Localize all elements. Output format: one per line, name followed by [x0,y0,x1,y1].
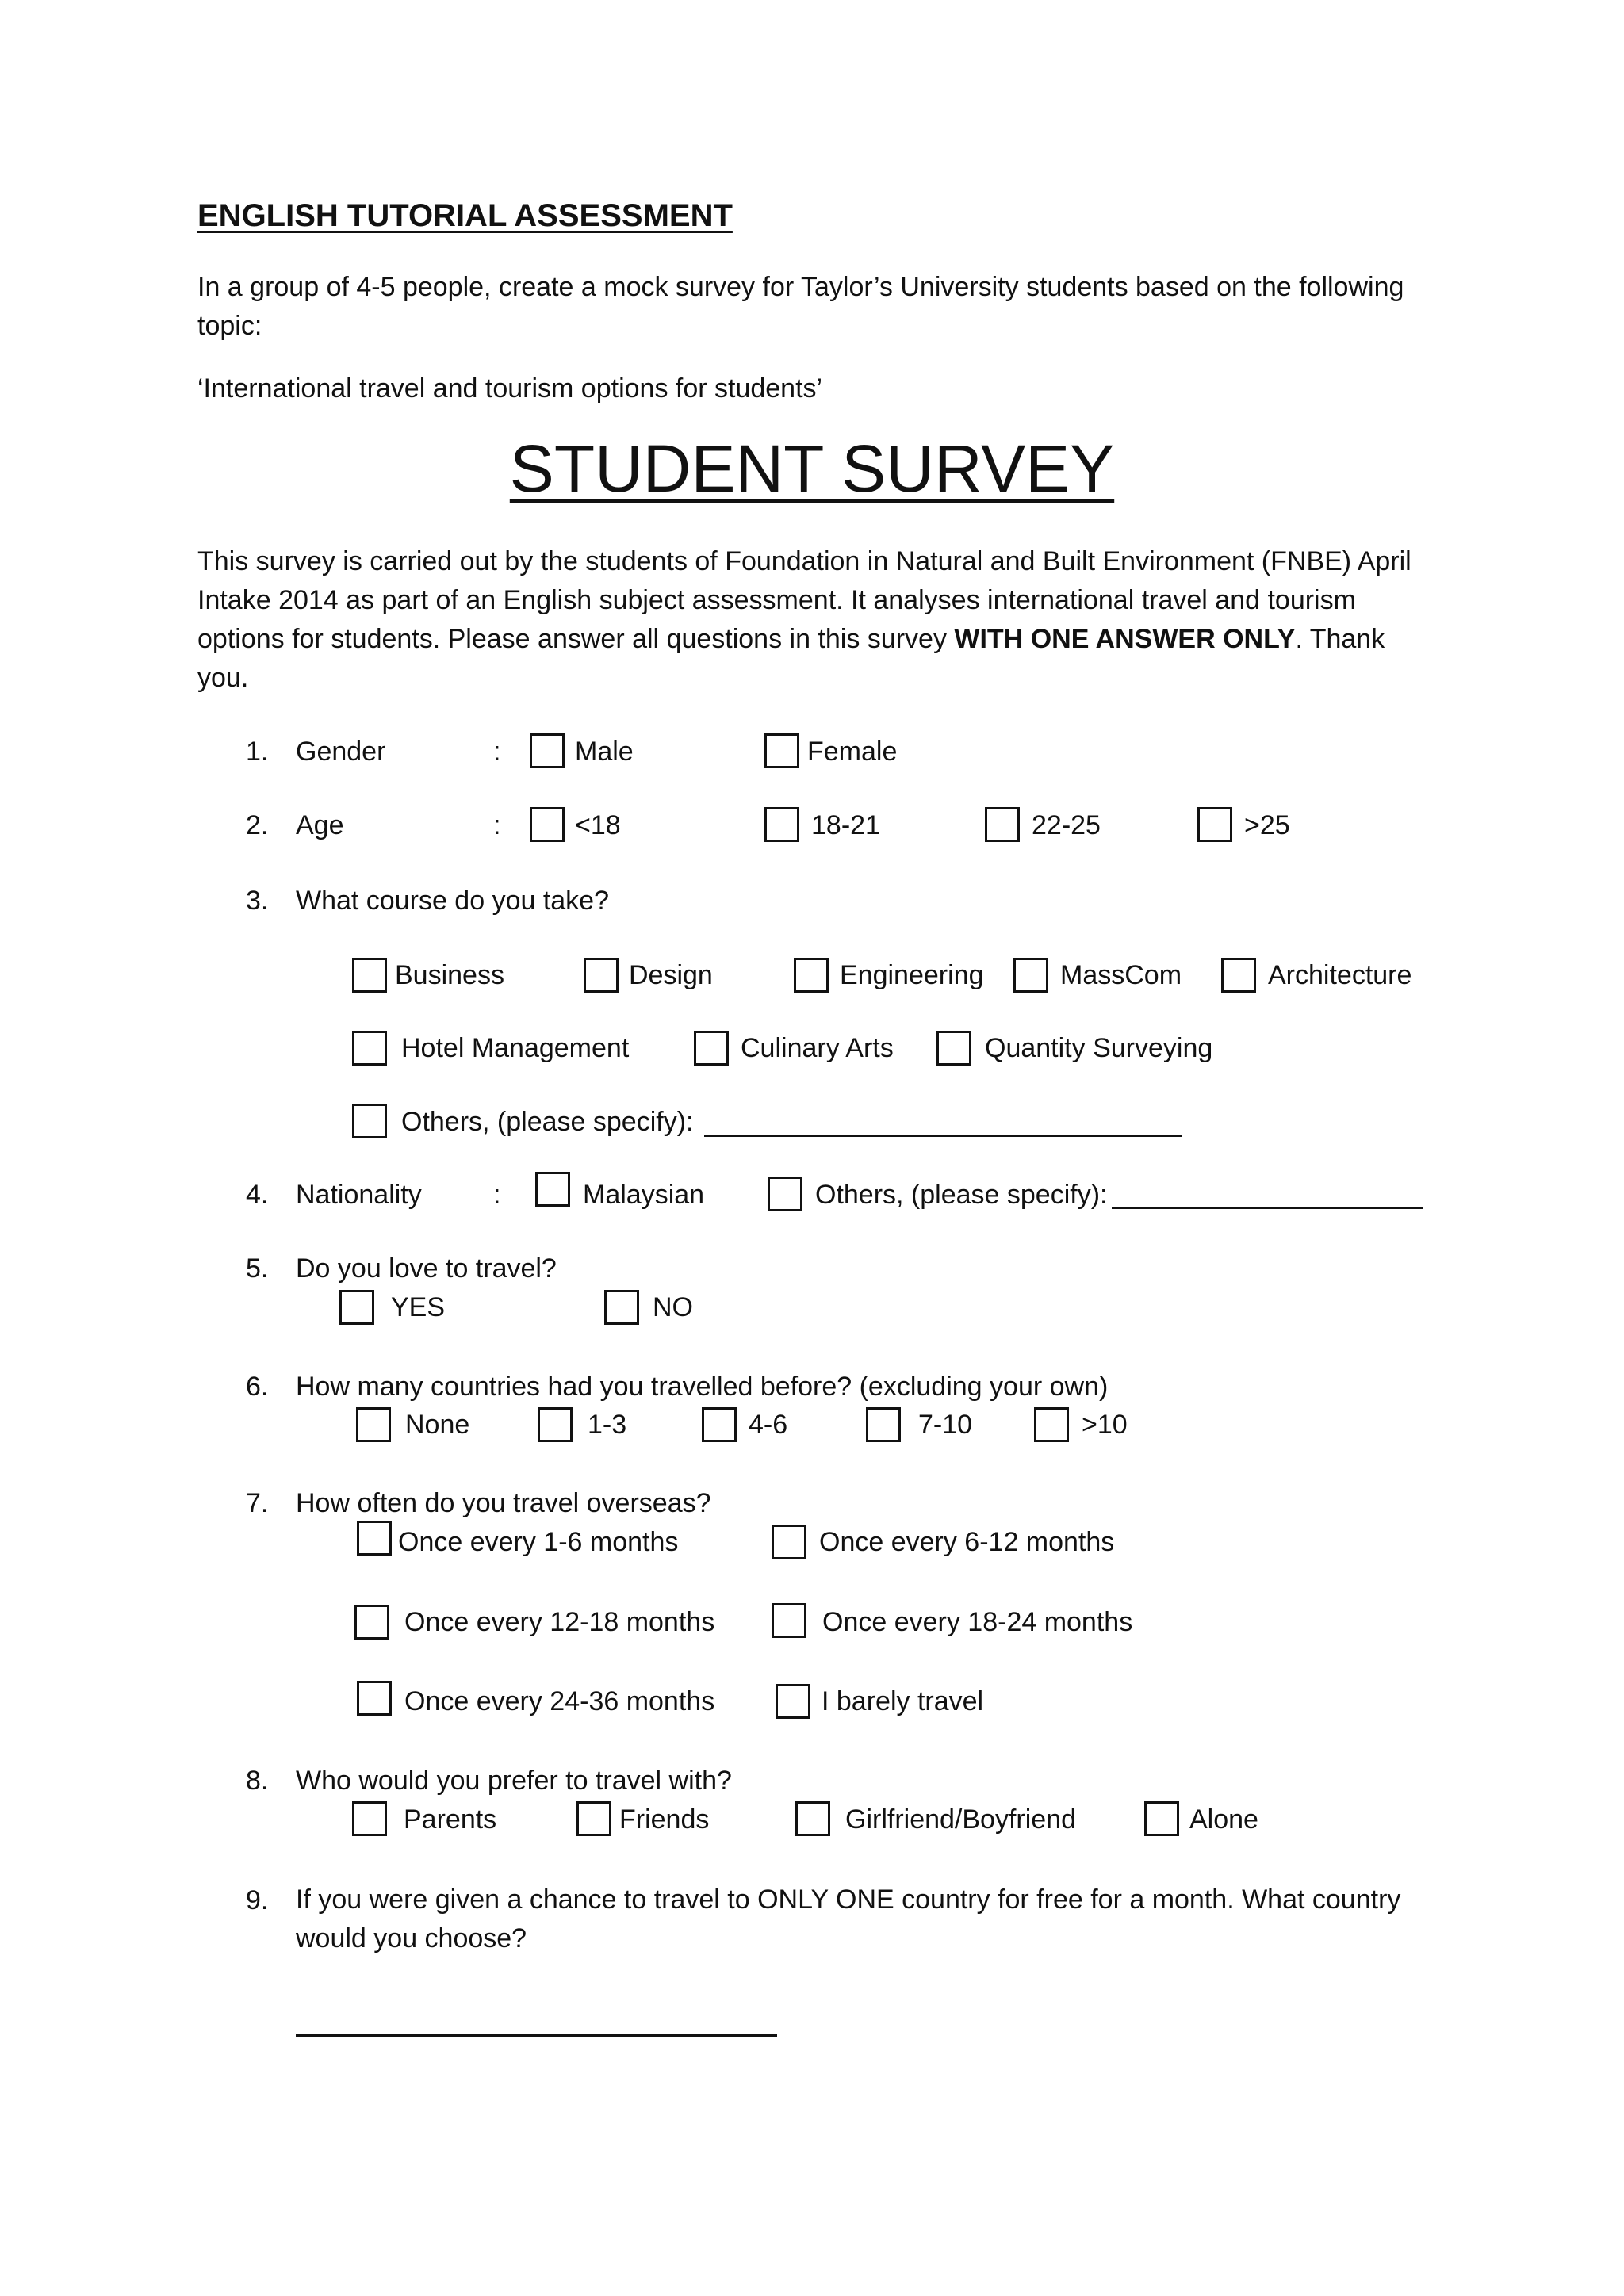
description-end: . Thank you. [197,624,1385,693]
checkbox-countries-over-10[interactable] [1034,1407,1069,1442]
option-no: NO [653,1292,693,1322]
q3-label: What course do you take? [296,886,610,916]
checkbox-freq-1-6[interactable] [357,1521,392,1556]
option-course-quantity-surveying: Quantity Surveying [985,1033,1213,1063]
option-malaysian: Malaysian [583,1180,705,1210]
option-alone: Alone [1189,1804,1258,1835]
q6-label: How many countries had you travelled before? (excluding your own) [296,1372,1109,1402]
option-course-engineering: Engineering [840,960,984,990]
checkbox-with-parents[interactable] [352,1801,387,1836]
checkbox-freq-24-36[interactable] [357,1681,392,1716]
option-age-18-21: 18-21 [811,810,880,840]
option-yes: YES [391,1292,446,1322]
checkbox-with-friends[interactable] [576,1801,611,1836]
survey-title: STUDENT SURVEY [509,431,1115,506]
checkbox-freq-18-24[interactable] [772,1603,806,1638]
q5-label: Do you love to travel? [296,1253,557,1284]
q6-number: 6. [246,1372,269,1402]
option-countries-4-6: 4-6 [749,1410,788,1440]
option-age-22-25: 22-25 [1032,810,1101,840]
checkbox-course-masscom[interactable] [1013,958,1048,993]
checkbox-course-business[interactable] [352,958,387,993]
checkbox-countries-4-6[interactable] [702,1407,737,1442]
checkbox-course-engineering[interactable] [794,958,829,993]
option-course-architecture: Architecture [1268,960,1412,990]
checkbox-course-architecture[interactable] [1221,958,1256,993]
checkbox-age-over-25[interactable] [1197,807,1232,842]
option-course-masscom: MassCom [1060,960,1182,990]
option-age-under-18: <18 [575,810,621,840]
option-countries-over-10: >10 [1082,1410,1128,1440]
checkbox-alone[interactable] [1144,1801,1179,1836]
option-freq-18-24: Once every 18-24 months [822,1607,1133,1637]
option-countries-none: None [405,1410,470,1440]
option-with-partner: Girlfriend/Boyfriend [845,1804,1077,1835]
q4-colon: : [493,1180,501,1210]
checkbox-male[interactable] [530,733,565,768]
course-others-input-line[interactable] [704,1135,1182,1137]
checkbox-nationality-others[interactable] [768,1177,802,1211]
assessment-intro: In a group of 4-5 people, create a mock survey for Taylor’s University students based on the following topic: [197,272,1404,341]
checkbox-no[interactable] [604,1290,639,1325]
option-freq-24-36: Once every 24-36 months [404,1686,715,1716]
q4-number: 4. [246,1180,269,1210]
checkbox-female[interactable] [764,733,799,768]
checkbox-malaysian[interactable] [535,1172,570,1207]
checkbox-countries-none[interactable] [356,1407,391,1442]
q1-colon: : [493,737,501,767]
checkbox-with-partner[interactable] [795,1801,830,1836]
checkbox-age-22-25[interactable] [985,807,1020,842]
assessment-topic: ‘International travel and tourism options for students’ [197,373,823,404]
option-countries-7-10: 7-10 [918,1410,973,1440]
checkbox-freq-6-12[interactable] [772,1525,806,1559]
checkbox-course-design[interactable] [584,958,619,993]
option-age-over-25: >25 [1244,810,1290,840]
option-course-others: Others, (please specify): [401,1107,694,1137]
option-freq-12-18: Once every 12-18 months [404,1607,715,1637]
q2-label: Age [296,810,344,840]
q9-answer-line[interactable] [296,2034,777,2037]
option-female: Female [807,737,898,767]
option-freq-barely: I barely travel [822,1686,984,1716]
checkbox-yes[interactable] [339,1290,374,1325]
checkbox-course-culinary-arts[interactable] [694,1031,729,1066]
checkbox-course-quantity-surveying[interactable] [936,1031,971,1066]
checkbox-course-hotel-management[interactable] [352,1031,387,1066]
checkbox-age-under-18[interactable] [530,807,565,842]
q4-label: Nationality [296,1180,422,1210]
option-freq-1-6: Once every 1-6 months [398,1527,679,1557]
q7-label: How often do you travel overseas? [296,1488,711,1518]
checkbox-countries-7-10[interactable] [866,1407,901,1442]
q1-label: Gender [296,737,386,767]
q8-label: Who would you prefer to travel with? [296,1766,732,1796]
nationality-others-input-line[interactable] [1112,1207,1423,1209]
assessment-title: ENGLISH TUTORIAL ASSESSMENT [197,198,733,233]
q3-number: 3. [246,886,269,916]
checkbox-age-18-21[interactable] [764,807,799,842]
q2-colon: : [493,810,501,840]
description-text: This survey is carried out by the students of Foundation in Natural and Built Environment (FNBE) April Intake 2014 as part of an English subject assessment. It analyses international travel and tourism options for students. Please answer all questions in this survey [197,546,1411,654]
checkbox-course-others[interactable] [352,1104,387,1138]
q5-number: 5. [246,1253,269,1284]
description-emphasis: WITH ONE ANSWER ONLY [954,624,1296,654]
checkbox-freq-12-18[interactable] [354,1605,389,1640]
option-nationality-others: Others, (please specify): [815,1180,1108,1210]
option-course-business: Business [395,960,504,990]
option-course-hotel-management: Hotel Management [401,1033,630,1063]
option-male: Male [575,737,634,767]
q7-number: 7. [246,1488,269,1518]
checkbox-freq-barely[interactable] [776,1684,810,1719]
q1-number: 1. [246,737,269,767]
option-course-design: Design [629,960,713,990]
q8-number: 8. [246,1766,269,1796]
option-freq-6-12: Once every 6-12 months [819,1527,1115,1557]
checkbox-countries-1-3[interactable] [538,1407,573,1442]
q2-number: 2. [246,810,269,840]
option-with-parents: Parents [404,1804,497,1835]
option-with-friends: Friends [619,1804,710,1835]
option-countries-1-3: 1-3 [588,1410,627,1440]
survey-description [197,542,1434,698]
q9-number: 9. [246,1885,269,1915]
q9-label: If you were given a chance to travel to ONLY ONE country for free for a month. What country would you choose? [296,1885,1401,1954]
option-course-culinary-arts: Culinary Arts [741,1033,894,1063]
